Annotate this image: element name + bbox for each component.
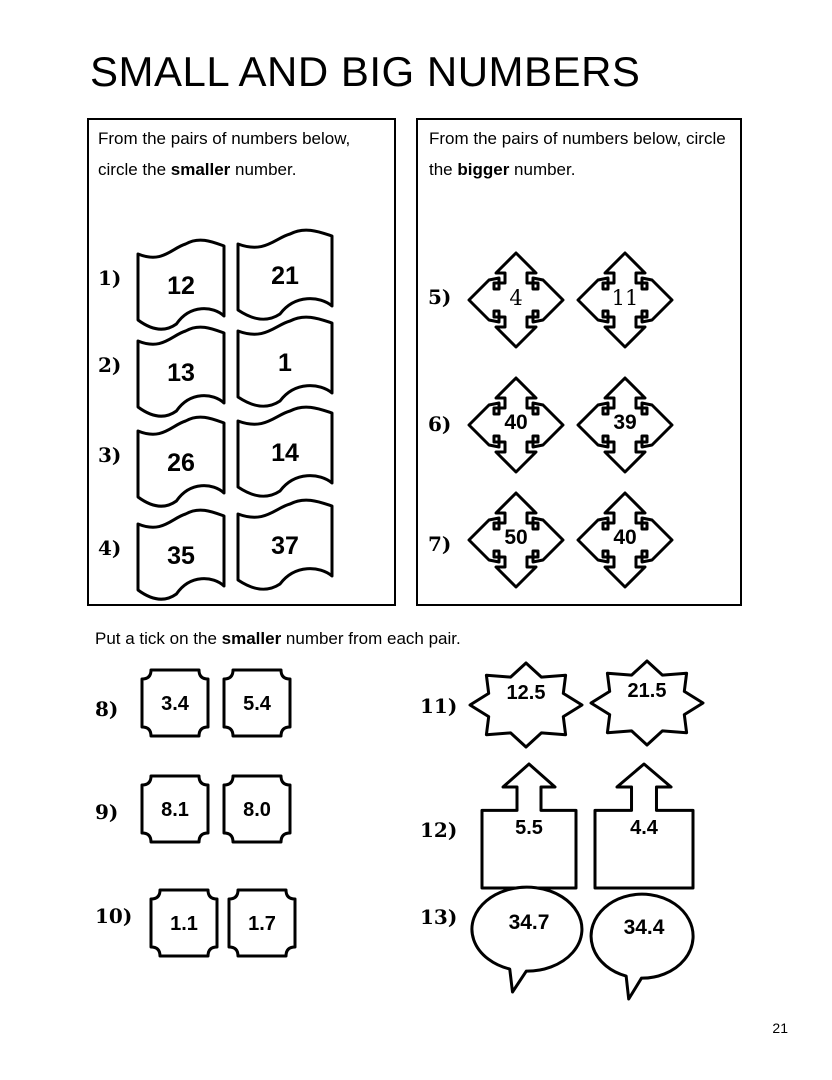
instruction-emphasis: smaller — [221, 629, 282, 648]
number-value: 11 — [611, 286, 639, 310]
number-value: 1 — [278, 349, 292, 377]
question-number: 4) — [98, 536, 122, 560]
instruction-text: From the pairs of numbers below, circle the — [98, 129, 351, 179]
question-number: 13) — [420, 905, 458, 929]
number-value: 26 — [167, 449, 195, 477]
section-c-instruction — [95, 628, 695, 650]
number-option-left[interactable] — [471, 885, 587, 995]
number-value: 12 — [167, 272, 195, 300]
number-option-right[interactable] — [226, 887, 298, 959]
question-number: 5) — [428, 285, 452, 309]
number-option-right[interactable] — [590, 892, 698, 1002]
instruction-text: number from each pair. — [281, 629, 461, 648]
number-value: 1.7 — [248, 913, 276, 935]
number-value: 1.1 — [170, 913, 198, 935]
number-value: 34.4 — [623, 916, 665, 939]
question-number: 1) — [98, 266, 122, 290]
number-value: 40 — [504, 411, 528, 434]
number-option-right[interactable] — [575, 490, 675, 590]
instruction-emphasis: bigger — [457, 160, 510, 179]
number-option-left[interactable] — [135, 327, 227, 417]
question-number: 12) — [420, 818, 458, 842]
question-number: 11) — [420, 694, 458, 718]
number-option-left[interactable] — [135, 417, 227, 507]
instruction-text: From the pairs of numbers below, circle the — [429, 129, 726, 179]
section-a-instruction — [98, 123, 388, 185]
instruction-emphasis: smaller — [170, 160, 231, 179]
number-option-right[interactable] — [575, 250, 675, 350]
number-option-right[interactable] — [235, 230, 335, 320]
number-option-right[interactable] — [235, 407, 335, 497]
number-value: 8.1 — [161, 799, 189, 821]
number-option-left[interactable] — [139, 773, 211, 845]
question-number: 8) — [95, 697, 119, 721]
number-option-right[interactable] — [221, 773, 293, 845]
section-b-instruction — [429, 123, 739, 185]
question-number: 10) — [95, 904, 133, 928]
number-option-left[interactable] — [135, 510, 227, 600]
number-option-left[interactable] — [139, 667, 211, 739]
question-number: 2) — [98, 353, 122, 377]
question-number: 3) — [98, 443, 122, 467]
number-option-left[interactable] — [467, 660, 585, 750]
number-option-right[interactable] — [588, 658, 706, 748]
number-value: 8.0 — [243, 799, 271, 821]
instruction-text: number. — [230, 160, 297, 179]
number-option-left[interactable] — [466, 375, 566, 475]
number-value: 39 — [613, 411, 637, 434]
number-value: 14 — [271, 439, 299, 467]
number-value: 5.4 — [243, 693, 271, 715]
instruction-text: number. — [509, 160, 576, 179]
number-value: 13 — [167, 359, 195, 387]
number-value: 35 — [167, 542, 195, 570]
number-value: 40 — [613, 526, 637, 549]
number-value: 3.4 — [161, 693, 189, 715]
number-value: 5.5 — [515, 817, 543, 839]
number-value: 50 — [504, 526, 528, 549]
number-option-left[interactable] — [479, 761, 579, 891]
number-value: 37 — [271, 532, 299, 560]
number-value: 34.7 — [508, 911, 550, 934]
number-value: 4.4 — [630, 817, 658, 839]
page-title: SMALL AND BIG NUMBERS — [90, 48, 641, 95]
number-value: 4 — [509, 286, 523, 310]
question-number: 6) — [428, 412, 452, 436]
instruction-text: Put a tick on the — [95, 629, 222, 648]
number-option-left[interactable] — [135, 240, 227, 330]
number-option-left[interactable] — [148, 887, 220, 959]
page-number: 21 — [772, 1020, 788, 1036]
number-option-right[interactable] — [235, 317, 335, 407]
number-option-right[interactable] — [592, 761, 696, 891]
question-number: 7) — [428, 532, 452, 556]
number-value: 21.5 — [627, 680, 667, 702]
number-option-left[interactable] — [466, 490, 566, 590]
number-option-right[interactable] — [221, 667, 293, 739]
number-option-right[interactable] — [575, 375, 675, 475]
number-value: 12.5 — [506, 682, 546, 704]
number-value: 21 — [271, 262, 299, 290]
question-number: 9) — [95, 800, 119, 824]
number-option-left[interactable] — [466, 250, 566, 350]
number-option-right[interactable] — [235, 500, 335, 590]
